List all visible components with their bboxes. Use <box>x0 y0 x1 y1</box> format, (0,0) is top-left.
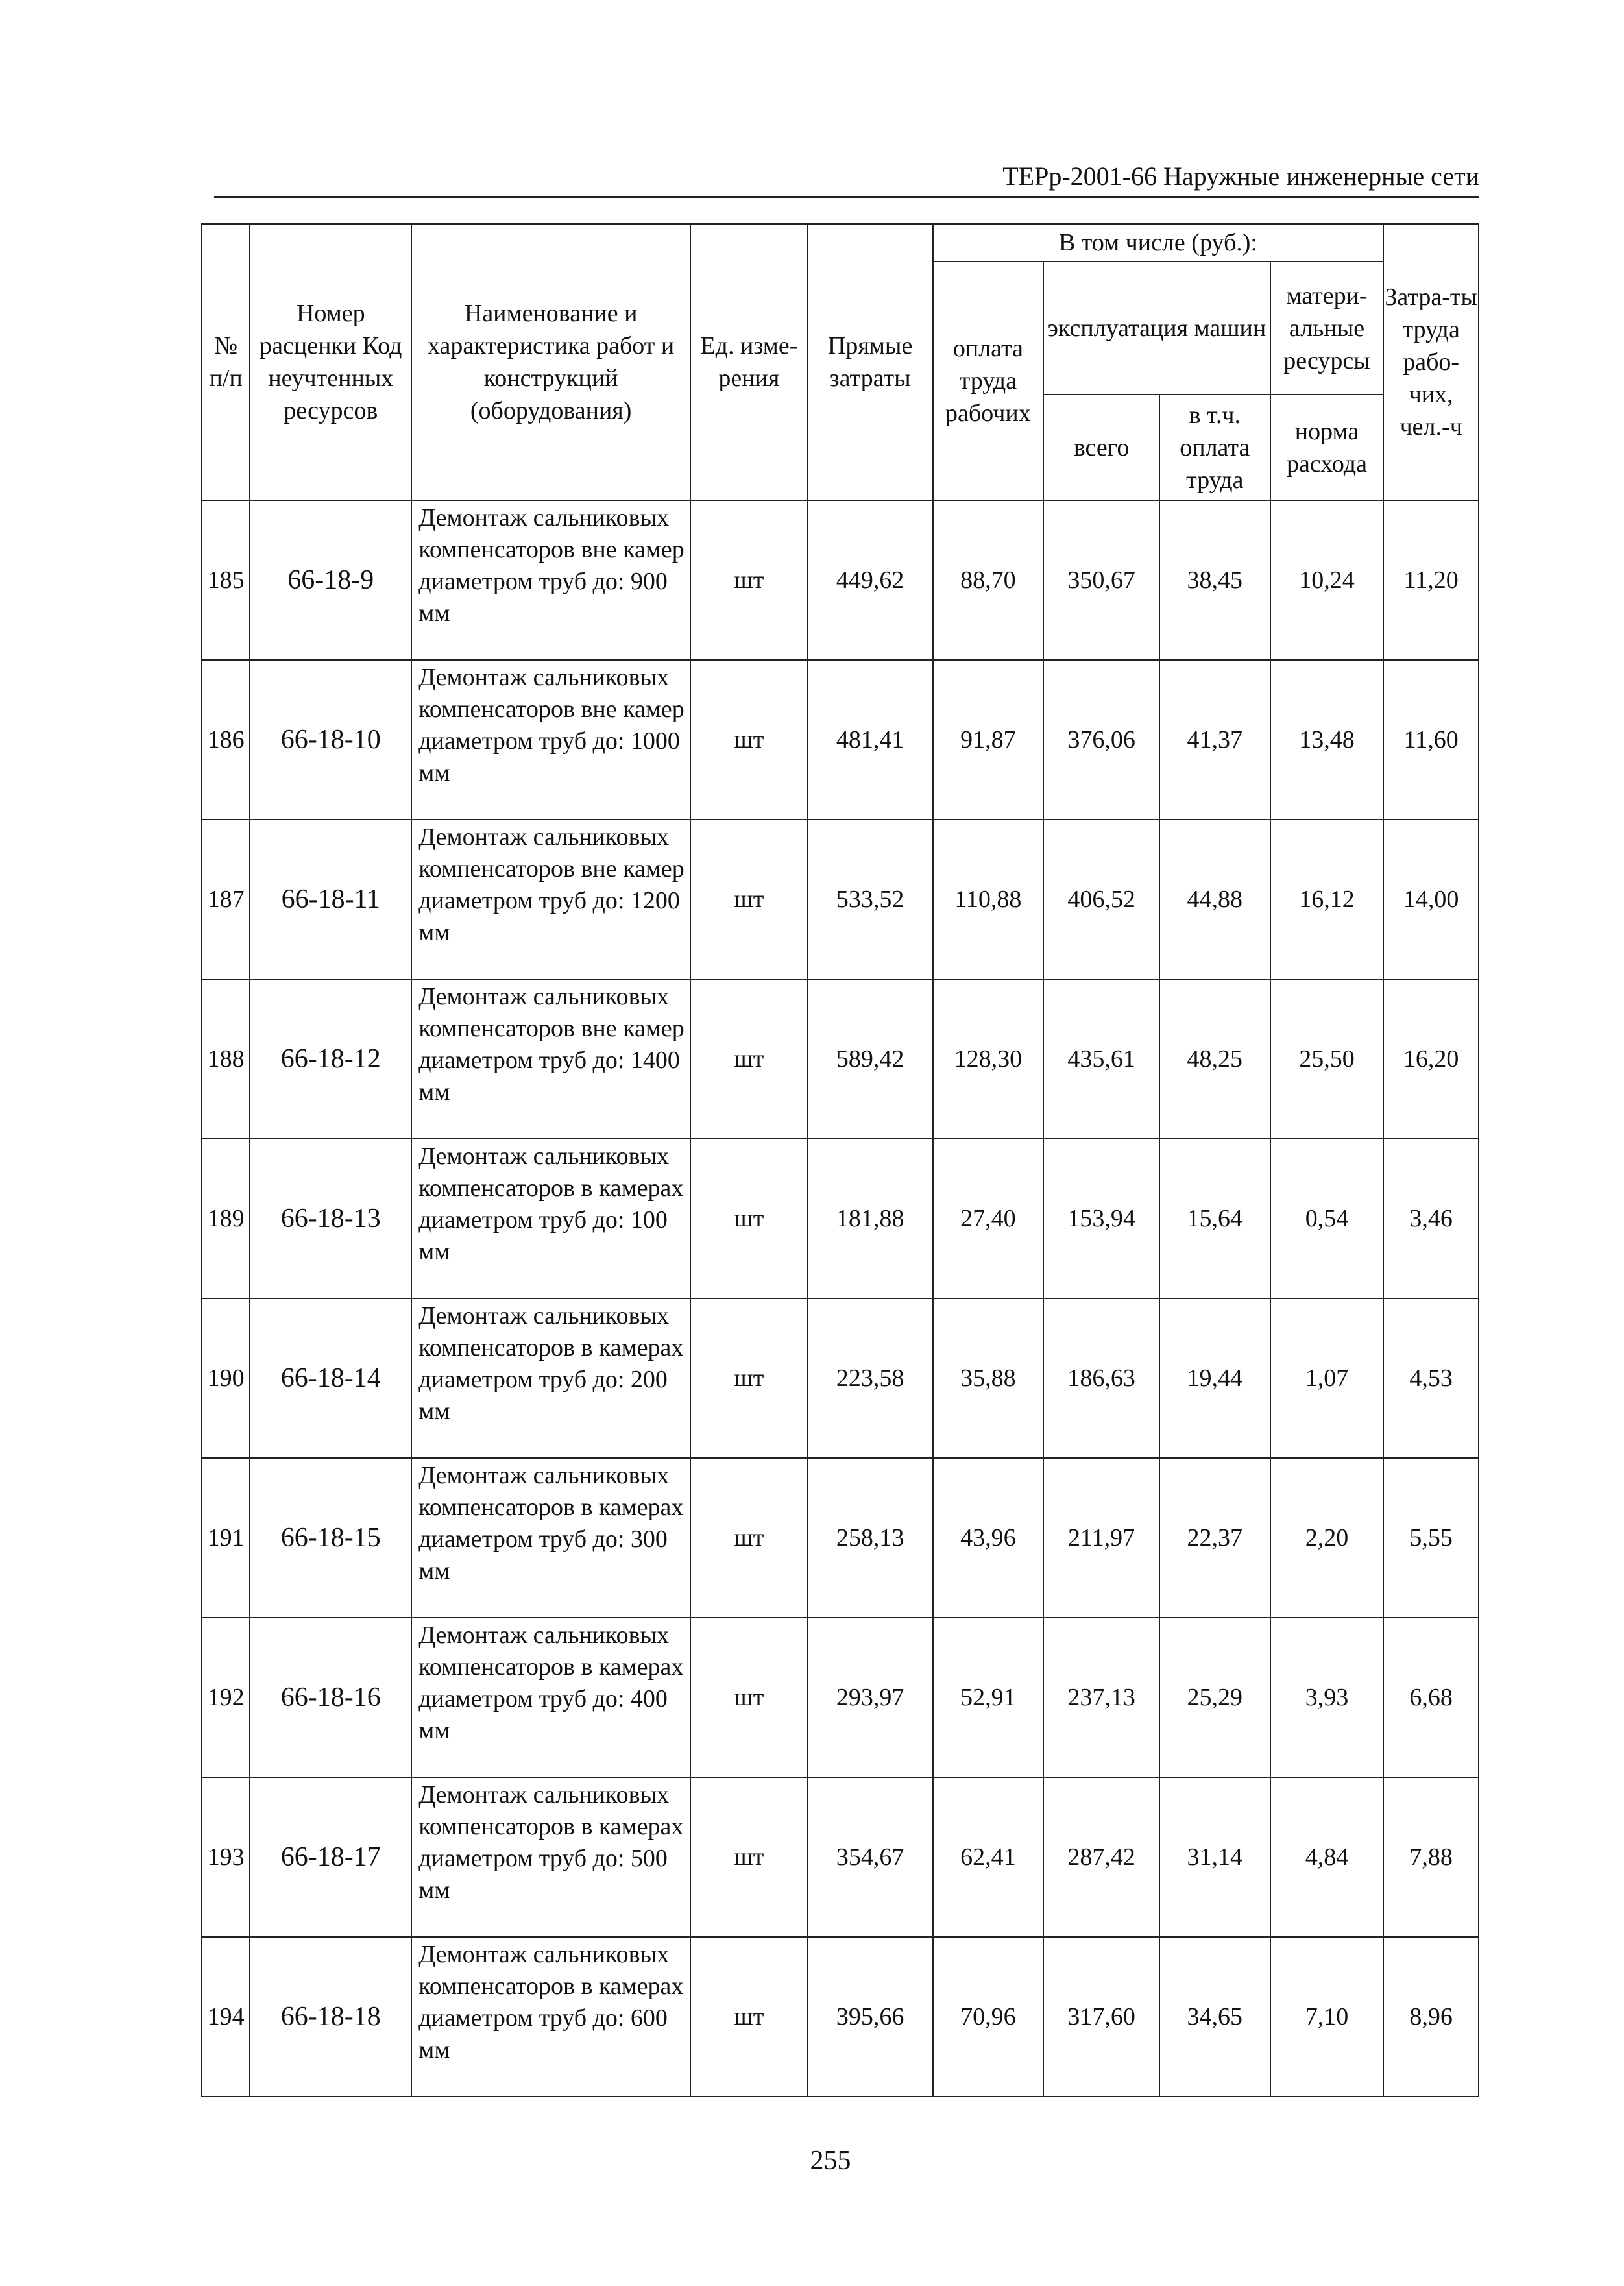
labor-hours: 16,20 <box>1383 979 1479 1139</box>
row-num: 189 <box>202 1139 250 1298</box>
machines-labor: 34,65 <box>1159 1937 1270 2097</box>
rate-code: 66-18-14 <box>250 1298 411 1458</box>
work-name: Демонтаж сальниковых компенсаторов в камерах диаметром труб до: 400 мм <box>411 1618 690 1777</box>
col-header-incl: В том числе (руб.): <box>933 224 1384 261</box>
machines-total: 350,67 <box>1043 500 1159 660</box>
labor-hours: 3,46 <box>1383 1139 1479 1298</box>
work-name: Демонтаж сальниковых компенсаторов в камерах диаметром труб до: 500 мм <box>411 1777 690 1937</box>
labor-hours: 7,88 <box>1383 1777 1479 1937</box>
labor-pay: 128,30 <box>933 979 1044 1139</box>
labor-hours: 8,96 <box>1383 1937 1479 2097</box>
row-num: 192 <box>202 1618 250 1777</box>
direct-cost: 395,66 <box>808 1937 933 2097</box>
machines-labor: 15,64 <box>1159 1139 1270 1298</box>
machines-total: 153,94 <box>1043 1139 1159 1298</box>
rate-code: 66-18-10 <box>250 660 411 820</box>
materials-norm: 2,20 <box>1270 1458 1384 1618</box>
labor-hours: 6,68 <box>1383 1618 1479 1777</box>
materials-norm: 10,24 <box>1270 500 1384 660</box>
col-header-materials: матери-альные ресурсы <box>1270 261 1384 395</box>
machines-total: 237,13 <box>1043 1618 1159 1777</box>
work-name: Демонтаж сальниковых компенсаторов вне камер диаметром труб до: 900 мм <box>411 500 690 660</box>
direct-cost: 181,88 <box>808 1139 933 1298</box>
table-row <box>202 1777 1479 1937</box>
direct-cost: 533,52 <box>808 820 933 979</box>
unit: шт <box>690 1139 808 1298</box>
unit: шт <box>690 1937 808 2097</box>
row-num: 193 <box>202 1777 250 1937</box>
table-row <box>202 979 1479 1139</box>
materials-norm: 0,54 <box>1270 1139 1384 1298</box>
direct-cost: 449,62 <box>808 500 933 660</box>
machines-labor: 22,37 <box>1159 1458 1270 1618</box>
unit: шт <box>690 1298 808 1458</box>
machines-labor: 19,44 <box>1159 1298 1270 1458</box>
row-num: 191 <box>202 1458 250 1618</box>
machines-labor: 44,88 <box>1159 820 1270 979</box>
table-header <box>202 224 1479 500</box>
direct-cost: 354,67 <box>808 1777 933 1937</box>
unit: шт <box>690 1777 808 1937</box>
labor-hours: 5,55 <box>1383 1458 1479 1618</box>
rate-code: 66-18-17 <box>250 1777 411 1937</box>
col-header-unit: Ед. изме-рения <box>690 224 808 500</box>
machines-total: 186,63 <box>1043 1298 1159 1458</box>
row-num: 188 <box>202 979 250 1139</box>
col-header-labor-cost: Затра-ты труда рабо-чих, чел.-ч <box>1383 224 1479 500</box>
unit: шт <box>690 1618 808 1777</box>
rate-code: 66-18-18 <box>250 1937 411 2097</box>
work-name: Демонтаж сальниковых компенсаторов в камерах диаметром труб до: 600 мм <box>411 1937 690 2097</box>
labor-pay: 70,96 <box>933 1937 1044 2097</box>
machines-labor: 31,14 <box>1159 1777 1270 1937</box>
direct-cost: 293,97 <box>808 1618 933 1777</box>
machines-total: 376,06 <box>1043 660 1159 820</box>
unit: шт <box>690 820 808 979</box>
col-header-machines: эксплуатация машин <box>1043 261 1270 395</box>
machines-labor: 25,29 <box>1159 1618 1270 1777</box>
col-header-machines-total: всего <box>1043 395 1159 500</box>
labor-pay: 52,91 <box>933 1618 1044 1777</box>
materials-norm: 7,10 <box>1270 1937 1384 2097</box>
machines-total: 406,52 <box>1043 820 1159 979</box>
materials-norm: 13,48 <box>1270 660 1384 820</box>
work-name: Демонтаж сальниковых компенсаторов вне камер диаметром труб до: 1400 мм <box>411 979 690 1139</box>
rate-code: 66-18-16 <box>250 1618 411 1777</box>
unit: шт <box>690 500 808 660</box>
table-row <box>202 1618 1479 1777</box>
table-row <box>202 1937 1479 2097</box>
work-name: Демонтаж сальниковых компенсаторов вне камер диаметром труб до: 1000 мм <box>411 660 690 820</box>
rate-code: 66-18-12 <box>250 979 411 1139</box>
col-header-direct: Прямые затраты <box>808 224 933 500</box>
unit: шт <box>690 979 808 1139</box>
col-header-code: Номер расценки Код неучтенных ресурсов <box>250 224 411 500</box>
col-header-materials-norm: норма расхода <box>1270 395 1384 500</box>
materials-norm: 4,84 <box>1270 1777 1384 1937</box>
materials-norm: 1,07 <box>1270 1298 1384 1458</box>
col-header-name: Наименование и характеристика работ и конструкций (оборудования) <box>411 224 690 500</box>
row-num: 185 <box>202 500 250 660</box>
rates-table <box>201 223 1479 2097</box>
row-num: 187 <box>202 820 250 979</box>
rate-code: 66-18-11 <box>250 820 411 979</box>
unit: шт <box>690 660 808 820</box>
labor-pay: 27,40 <box>933 1139 1044 1298</box>
labor-pay: 35,88 <box>933 1298 1044 1458</box>
header-rule <box>214 196 1479 198</box>
direct-cost: 481,41 <box>808 660 933 820</box>
table-row <box>202 500 1479 660</box>
row-num: 194 <box>202 1937 250 2097</box>
machines-labor: 48,25 <box>1159 979 1270 1139</box>
col-header-machines-labor: в т.ч. оплата труда <box>1159 395 1270 500</box>
labor-hours: 11,20 <box>1383 500 1479 660</box>
direct-cost: 258,13 <box>808 1458 933 1618</box>
materials-norm: 16,12 <box>1270 820 1384 979</box>
labor-pay: 110,88 <box>933 820 1044 979</box>
col-header-num: № п/п <box>202 224 250 500</box>
materials-norm: 25,50 <box>1270 979 1384 1139</box>
labor-pay: 91,87 <box>933 660 1044 820</box>
unit: шт <box>690 1458 808 1618</box>
machines-total: 287,42 <box>1043 1777 1159 1937</box>
work-name: Демонтаж сальниковых компенсаторов вне камер диаметром труб до: 1200 мм <box>411 820 690 979</box>
direct-cost: 589,42 <box>808 979 933 1139</box>
table-row <box>202 1458 1479 1618</box>
rate-code: 66-18-9 <box>250 500 411 660</box>
labor-hours: 4,53 <box>1383 1298 1479 1458</box>
labor-pay: 62,41 <box>933 1777 1044 1937</box>
col-header-labor-pay: оплата труда рабочих <box>933 261 1044 500</box>
table-row <box>202 660 1479 820</box>
page-number: 255 <box>810 2146 851 2176</box>
labor-pay: 88,70 <box>933 500 1044 660</box>
machines-labor: 38,45 <box>1159 500 1270 660</box>
materials-norm: 3,93 <box>1270 1618 1384 1777</box>
rate-code: 66-18-15 <box>250 1458 411 1618</box>
work-name: Демонтаж сальниковых компенсаторов в камерах диаметром труб до: 200 мм <box>411 1298 690 1458</box>
table-row <box>202 1298 1479 1458</box>
machines-total: 211,97 <box>1043 1458 1159 1618</box>
work-name: Демонтаж сальниковых компенсаторов в камерах диаметром труб до: 100 мм <box>411 1139 690 1298</box>
direct-cost: 223,58 <box>808 1298 933 1458</box>
machines-labor: 41,37 <box>1159 660 1270 820</box>
table-row <box>202 1139 1479 1298</box>
row-num: 190 <box>202 1298 250 1458</box>
labor-pay: 43,96 <box>933 1458 1044 1618</box>
labor-hours: 11,60 <box>1383 660 1479 820</box>
machines-total: 317,60 <box>1043 1937 1159 2097</box>
document-header-title: ТЕРр-2001-66 Наружные инженерные сети <box>1002 162 1479 191</box>
rate-code: 66-18-13 <box>250 1139 411 1298</box>
work-name: Демонтаж сальниковых компенсаторов в камерах диаметром труб до: 300 мм <box>411 1458 690 1618</box>
labor-hours: 14,00 <box>1383 820 1479 979</box>
row-num: 186 <box>202 660 250 820</box>
machines-total: 435,61 <box>1043 979 1159 1139</box>
table-row <box>202 820 1479 979</box>
